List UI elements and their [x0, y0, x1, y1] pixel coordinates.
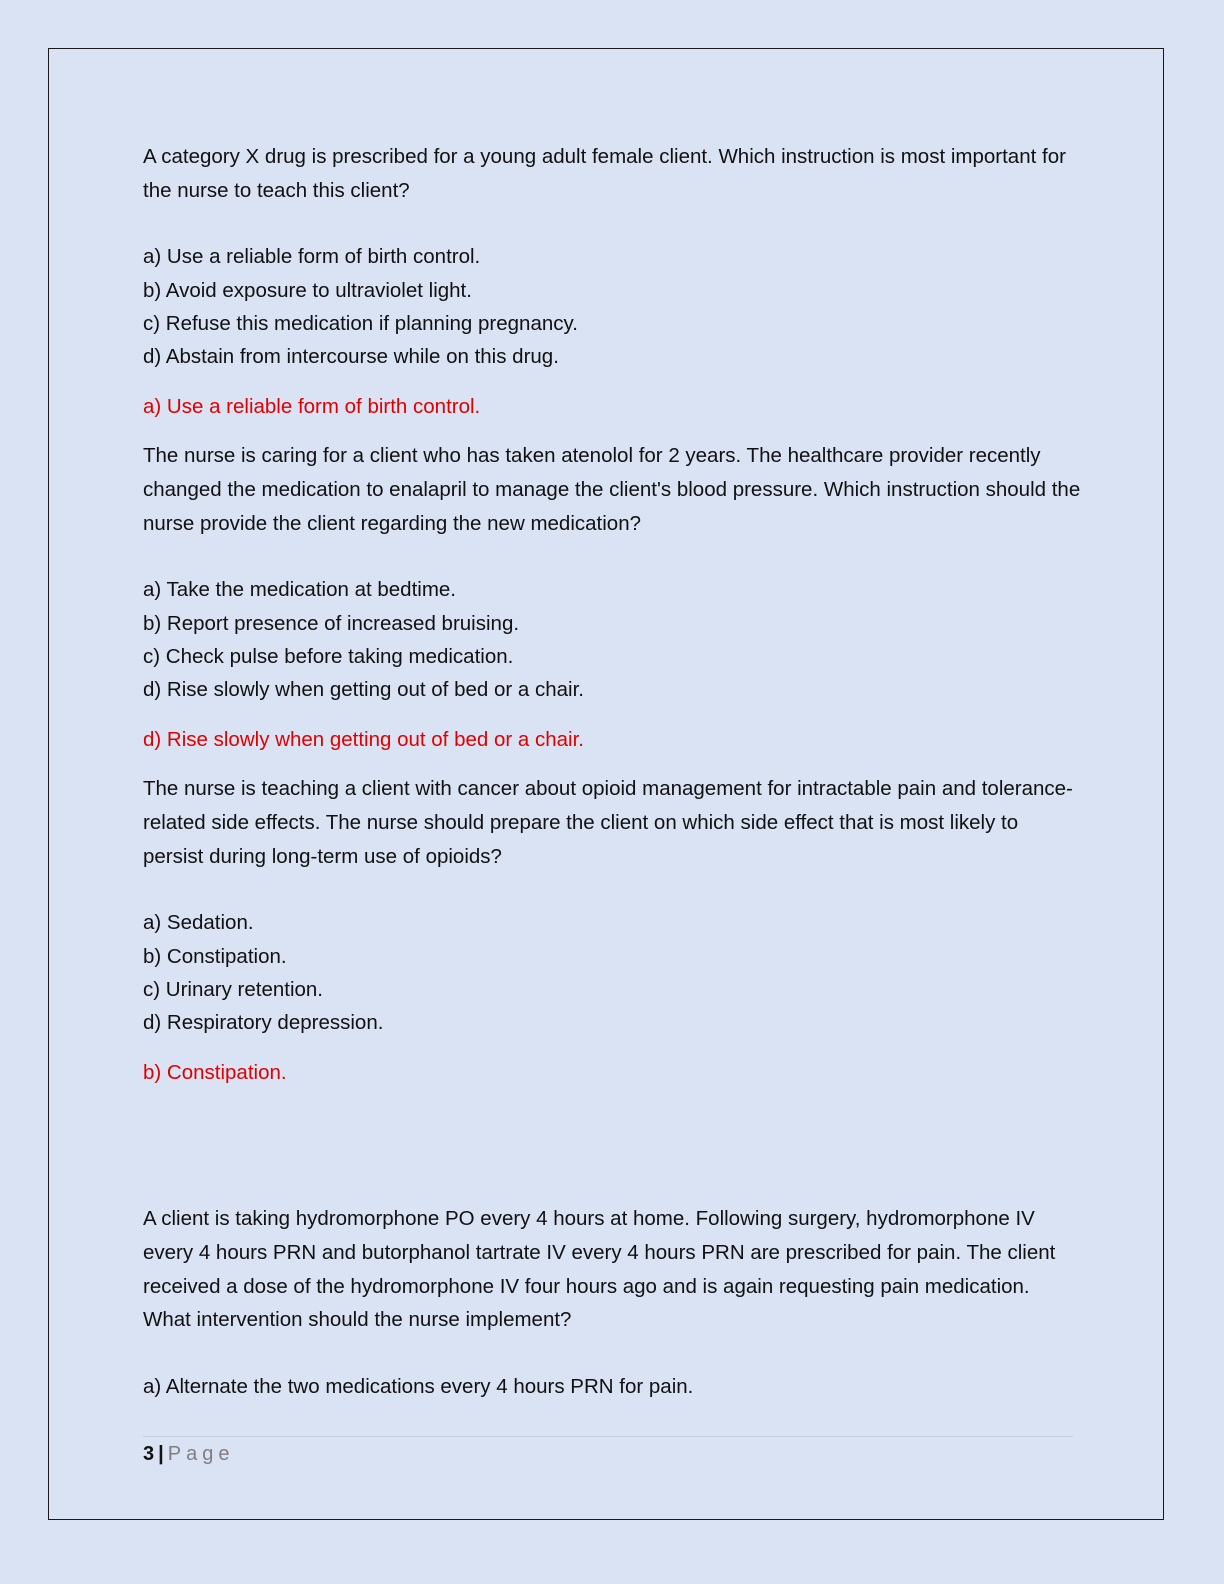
option-list [143, 906, 1083, 1040]
option-item: a) Alternate the two medications every 4 hours PRN for pain. [143, 1374, 694, 1398]
option-item: c) Check pulse before taking medication. [143, 645, 514, 668]
option-item: d) Respiratory depression. [143, 1011, 384, 1035]
option-item: a) Use a reliable form of birth control. [143, 245, 481, 269]
page-label: Page [167, 1443, 235, 1465]
option-item: d) Abstain from intercourse while on this drug. [143, 345, 559, 369]
option-item: a) Sedation. [143, 911, 254, 935]
question-block-2 [143, 439, 1083, 756]
option-item: b) Avoid exposure to ultraviolet light. [143, 278, 472, 302]
answer-text: b) Constipation. [143, 1060, 287, 1084]
question-block-4 [143, 1202, 1083, 1403]
document-content [143, 140, 1083, 1403]
question-stem: The nurse is caring for a client who has taken atenolol for 2 years. The healthcare provider recently changed the medication to enalapril to manage the client's blood pressure. Which instruction should the nurse provide the client regarding the new medication? [143, 444, 1081, 535]
option-item: d) Rise slowly when getting out of bed or a chair. [143, 678, 584, 702]
footer-separator: | [158, 1443, 164, 1465]
question-stem: The nurse is teaching a client with cancer about opioid management for intractable pain and tolerance-related side effects. The nurse should prepare the client on which side effect that is most likely to persist during long-term use of opioids? [143, 777, 1073, 868]
option-item: c) Urinary retention. [143, 978, 324, 1001]
option-list [143, 1370, 1083, 1403]
option-item: c) Refuse this medication if planning pregnancy. [143, 312, 578, 335]
page-number: 3 [143, 1443, 155, 1465]
question-stem: A client is taking hydromorphone PO every 4 hours at home. Following surgery, hydromorphone IV every 4 hours PRN and butorphanol tartrate IV every 4 hours PRN are prescribed for pain. The client received a dose of the hydromorphone IV four hours ago and is again requesting pain medication. What intervention should the nurse implement? [143, 1207, 1056, 1332]
question-stem: A category X drug is prescribed for a young adult female client. Which instruction is most important for the nurse to teach this client? [143, 145, 1066, 202]
answer-text: a) Use a reliable form of birth control. [143, 394, 481, 418]
option-item: b) Report presence of increased bruising. [143, 611, 520, 635]
option-item: b) Constipation. [143, 944, 287, 968]
answer-text: d) Rise slowly when getting out of bed or a chair. [143, 727, 584, 751]
question-block-3 [143, 772, 1083, 1089]
option-list [143, 573, 1083, 707]
question-block-1 [143, 140, 1083, 423]
footer-divider [143, 1436, 1073, 1437]
page-footer [143, 1440, 234, 1468]
option-list [143, 240, 1083, 374]
option-item: a) Take the medication at bedtime. [143, 578, 456, 602]
